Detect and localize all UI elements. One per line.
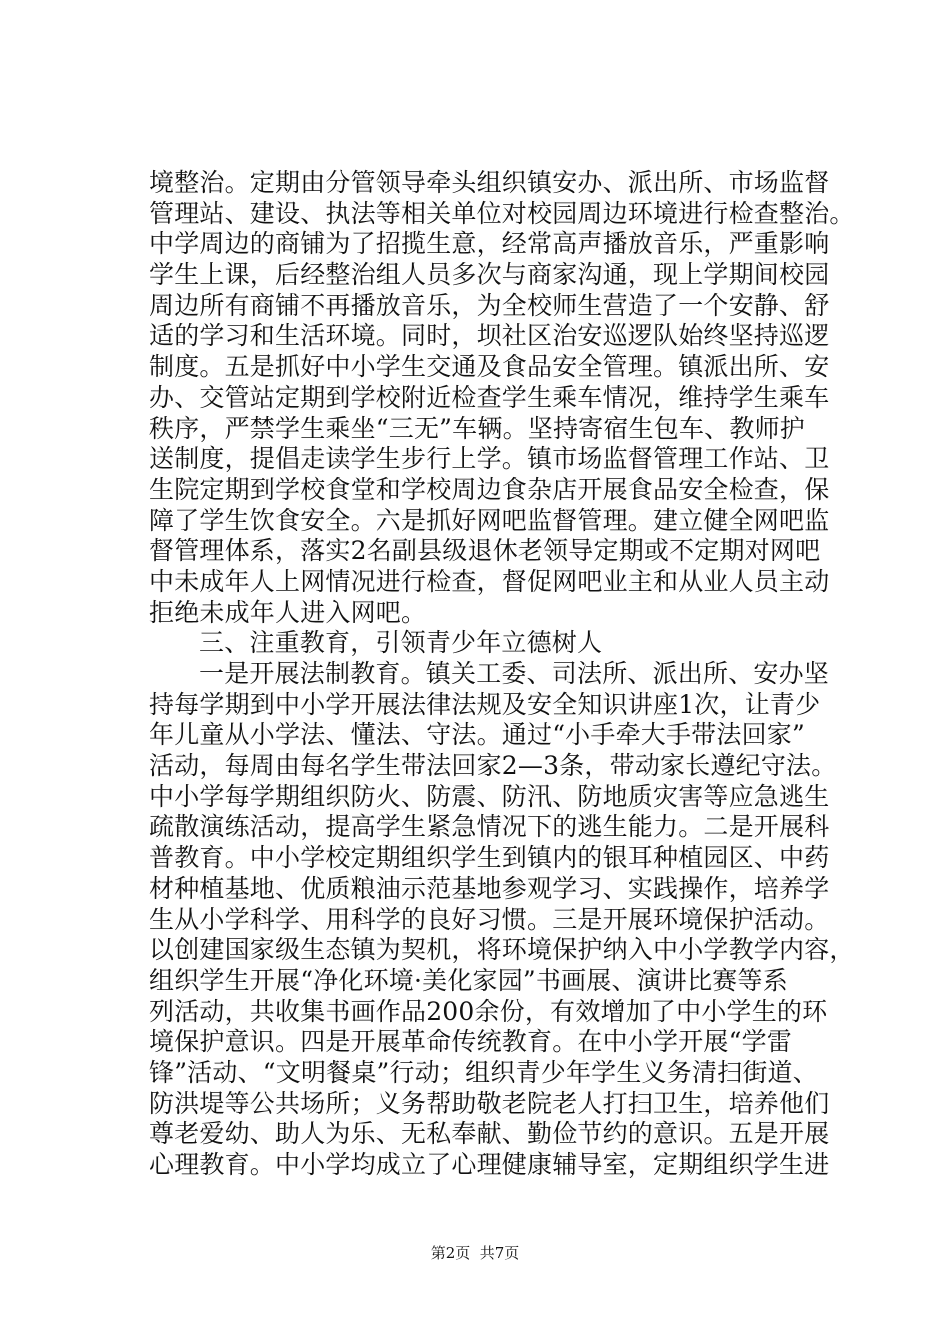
text-line: 办、交管站定期到学校附近检查学生乘车情况，维持学生乘车 bbox=[149, 382, 830, 412]
text-line: 境保护意识。四是开展革命传统教育。在中小学开展“学雷 bbox=[149, 1027, 792, 1057]
page-number-label: 第2页 共7页 bbox=[430, 1244, 520, 1262]
text-line: 心理教育。中小学均成立了心理健康辅导室，定期组织学生进 bbox=[149, 1150, 830, 1179]
text-line: 周边所有商铺不再播放音乐，为全校师生营造了一个安静、舒 bbox=[149, 290, 830, 320]
text-line: 年儿童从小学法、懂法、守法。通过“小手牵大手带法回家” bbox=[149, 720, 805, 750]
text-line: 障了学生饮食安全。六是抓好网吧监督管理。建立健全网吧监 bbox=[149, 505, 830, 535]
text-line: 锋”活动、“文明餐桌”行动；组织青少年学生义务清扫街道、 bbox=[149, 1057, 818, 1087]
text-line: 疏散演练活动，提高学生紧急情况下的逃生能力。二是开展科 bbox=[149, 812, 830, 842]
text-line: 防洪堤等公共场所；义务帮助敬老院老人打扫卫生，培养他们 bbox=[149, 1088, 830, 1118]
text-line: 中小学每学期组织防火、防震、防汛、防地质灾害等应急逃生 bbox=[149, 781, 830, 811]
text-line: 以创建国家级生态镇为契机，将环境保护纳入中小学教学内容， bbox=[149, 935, 855, 965]
text-line: 列活动，共收集书画作品200余份，有效增加了中小学生的环 bbox=[149, 996, 828, 1026]
body-text bbox=[149, 168, 855, 1181]
text-line: 督管理体系，落实2名副县级退休老领导定期或不定期对网吧 bbox=[149, 536, 821, 566]
text-line: 中未成年人上网情况进行检查，督促网吧业主和从业人员主动 bbox=[149, 566, 830, 596]
section-heading: 三、注重教育，引领青少年立德树人 bbox=[199, 628, 603, 658]
page-footer bbox=[0, 1243, 950, 1263]
text-line: 秩序，严禁学生乘坐“三无”车辆。坚持寄宿生包车、教师护 bbox=[149, 413, 805, 443]
text-line: 尊老爱幼、助人为乐、无私奉献、勤俭节约的意识。五是开展 bbox=[149, 1119, 830, 1149]
text-line: 中学周边的商铺为了招揽生意，经常高声播放音乐，严重影响 bbox=[149, 229, 830, 259]
text-line: 持每学期到中小学开展法律法规及安全知识讲座1次，让青少 bbox=[149, 689, 821, 719]
text-line: 活动，每周由每名学生带法回家2—3条，带动家长遵纪守法。 bbox=[149, 751, 837, 781]
text-line: 普教育。中小学校定期组织学生到镇内的银耳种植园区、中药 bbox=[149, 843, 830, 873]
text-line: 生院定期到学校食堂和学校周边食杂店开展食品安全检查，保 bbox=[149, 474, 830, 504]
text-line: 组织学生开展“净化环境·美化家园”书画展、演讲比赛等系 bbox=[149, 965, 788, 995]
text-line: 一是开展法制教育。镇关工委、司法所、派出所、安办坚 bbox=[199, 659, 830, 688]
text-line: 生从小学科学、用科学的良好习惯。三是开展环境保护活动。 bbox=[149, 904, 830, 934]
text-line: 材种植基地、优质粮油示范基地参观学习、实践操作，培养学 bbox=[149, 873, 830, 903]
text-line: 学生上课，后经整治组人员多次与商家沟通，现上学期间校园 bbox=[149, 260, 830, 290]
text-line: 制度。五是抓好中小学生交通及食品安全管理。镇派出所、安 bbox=[149, 352, 830, 382]
text-line: 拒绝未成年人进入网吧。 bbox=[149, 597, 427, 627]
text-line: 管理站、建设、执法等相关单位对校园周边环境进行检查整治。 bbox=[149, 198, 855, 228]
text-line: 送制度，提倡走读学生步行上学。镇市场监督管理工作站、卫 bbox=[149, 444, 830, 474]
text-line: 境整治。定期由分管领导牵头组织镇安办、派出所、市场监督 bbox=[149, 168, 830, 197]
text-line: 适的学习和生活环境。同时，坝社区治安巡逻队始终坚持巡逻 bbox=[149, 321, 830, 351]
